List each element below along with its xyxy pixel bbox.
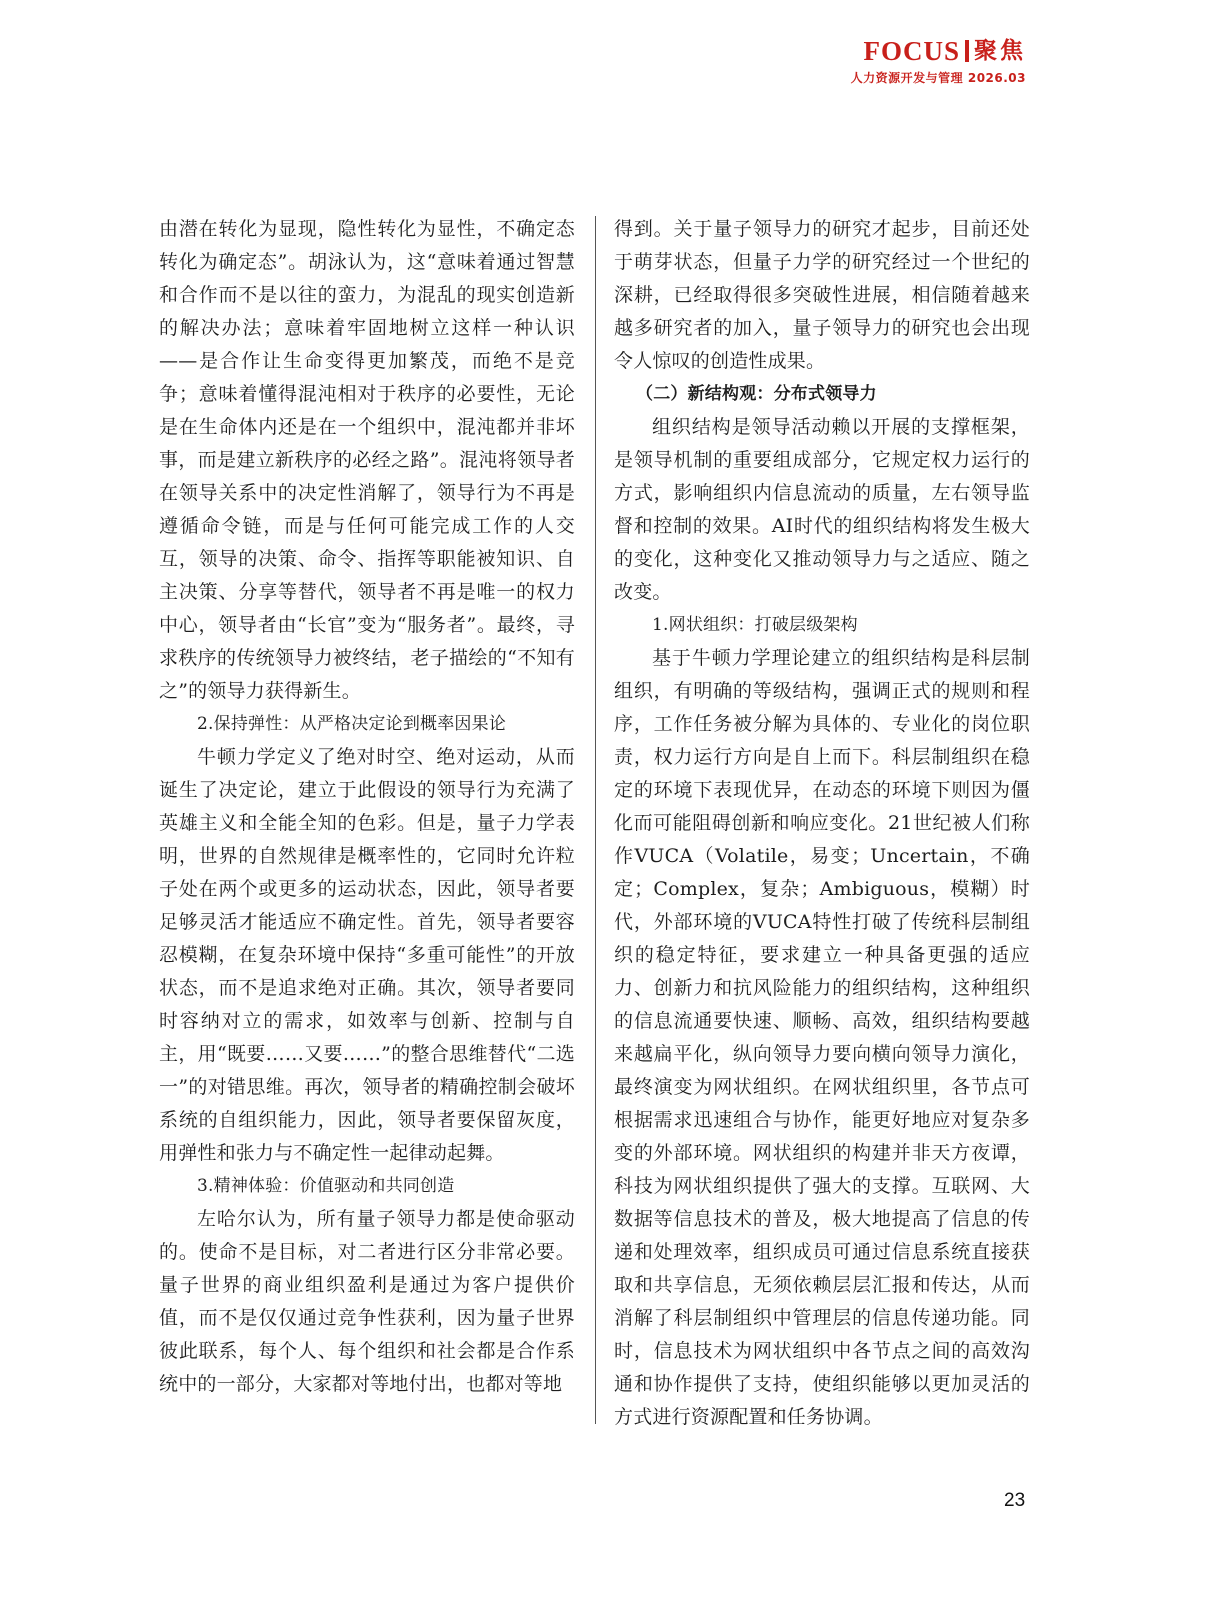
- brand-divider: [965, 40, 969, 62]
- masthead-title: [851, 38, 1026, 64]
- section-heading: （二）新结构观：分布式领导力: [636, 384, 877, 404]
- paragraph: 基于牛顿力学理论建立的组织结构是科层制组织，有明确的等级结构，强调正式的规则和程序，工作任务被分解为具体的、专业化的岗位职责，权力运行方向是自上而下。科层制组织在稳定的环境下表现优异，在动态的环境下则因为僵化而可能阻碍创新和响应变化。21世纪被人们称作VUCA（Volatile，易变；Uncertain，不确定；Complex，复杂；Ambiguous，模糊）时代，外部环境的VUCA特性打破了传统科层制组织的稳定特征，要求建立一种具备更强的适应力、创新力和抗风险能力的组织结构，这种组织的信息流通要快速、顺畅、高效，组织结构要越来越扁平化，纵向领导力要向横向领导力演化，最终演变为网状组织。在网状组织里，各节点可根据需求迅速组合与协作，能更好地应对复杂多变的外部环境。网状组织的构建并非天方夜谭，科技为网状组织提供了强大的支撑。互联网、大数据等信息技术的普及，极大地提高了信息的传递和处理效率，组织成员可通过信息系统直接获取和共享信息，无须依赖层层汇报和传达，从而消解了科层制组织中管理层的信息传递功能。同时，信息技术为网状组织中各节点之间的高效沟通和协作提供了支持，使组织能够以更加灵活的方式进行资源配置和任务协调。: [614, 647, 1030, 1428]
- journal-line: [851, 69, 1026, 86]
- journal-name: 人力资源开发与管理: [850, 71, 964, 85]
- issue-number: 2026.03: [967, 71, 1026, 85]
- paragraph: 组织结构是领导活动赖以开展的支撑框架，是领导机制的重要组成部分，它规定权力运行的方式，影响组织内信息流动的质量，左右领导监督和控制的效果。AI时代的组织结构将发生极大的变化，这种变化又推动领导力与之适应、随之改变。: [614, 416, 1030, 603]
- paragraph: 牛顿力学定义了绝对时空、绝对运动，从而诞生了决定论，建立于此假设的领导行为充满了英雄主义和全能全知的色彩。但是，量子力学表明，世界的自然规律是概率性的，它同时允许粒子处在两个或更多的运动状态，因此，领导者要足够灵活才能适应不确定性。首先，领导者要容忍模糊，在复杂环境中保持“多重可能性”的开放状态，而不是追求绝对正确。其次，领导者要同时容纳对立的需求，如效率与创新、控制与自主，用“既要……又要……”的整合思维替代“二选一”的对错思维。再次，领导者的精确控制会破坏系统的自组织能力，因此，领导者要保留灰度，用弹性和张力与不确定性一起律动起舞。: [159, 746, 575, 1164]
- page-number: 23: [1004, 1490, 1026, 1511]
- masthead: [851, 38, 1026, 86]
- left-column: [159, 213, 575, 1401]
- subsection-heading: 3.精神体验：价值驱动和共同创造: [197, 1176, 455, 1196]
- column-divider: [595, 216, 596, 1424]
- paragraph: 得到。关于量子领导力的研究才起步，目前还处于萌芽状态，但量子力学的研究经过一个世纪的深耕，已经取得很多突破性进展，相信随着越来越多研究者的加入，量子领导力的研究也会出现令人惊叹的创造性成果。: [614, 218, 1030, 372]
- paragraph: 由潜在转化为显现，隐性转化为显性，不确定态转化为确定态”。胡泳认为，这“意味着通过智慧和合作而不是以往的蛮力，为混乱的现实创造新的解决办法；意味着牢固地树立这样一种认识——是合作让生命变得更加繁茂，而绝不是竞争；意味着懂得混沌相对于秩序的必要性，无论是在生命体内还是在一个组织中，混沌都并非坏事，而是建立新秩序的必经之路”。混沌将领导者在领导关系中的决定性消解了，领导行为不再是遵循命令链，而是与任何可能完成工作的人交互，领导的决策、命令、指挥等职能被知识、自主决策、分享等替代，领导者不再是唯一的权力中心，领导者由“长官”变为“服务者”。最终，寻求秩序的传统领导力被终结，老子描绘的“不知有之”的领导力获得新生。: [159, 218, 575, 702]
- brand-cn: 聚焦: [974, 38, 1026, 64]
- subsection-heading: 1.网状组织：打破层级架构: [652, 615, 858, 635]
- subsection-heading: 2.保持弹性：从严格决定论到概率因果论: [197, 714, 507, 734]
- right-column: [614, 213, 1030, 1434]
- brand-en: FOCUS: [863, 36, 960, 66]
- paragraph: 左哈尔认为，所有量子领导力都是使命驱动的。使命不是目标，对二者进行区分非常必要。量子世界的商业组织盈利是通过为客户提供价值，而不是仅仅通过竞争性获利，因为量子世界彼此联系，每个人、每个组织和社会都是合作系统中的一部分，大家都对等地付出，也都对等地: [159, 1208, 575, 1395]
